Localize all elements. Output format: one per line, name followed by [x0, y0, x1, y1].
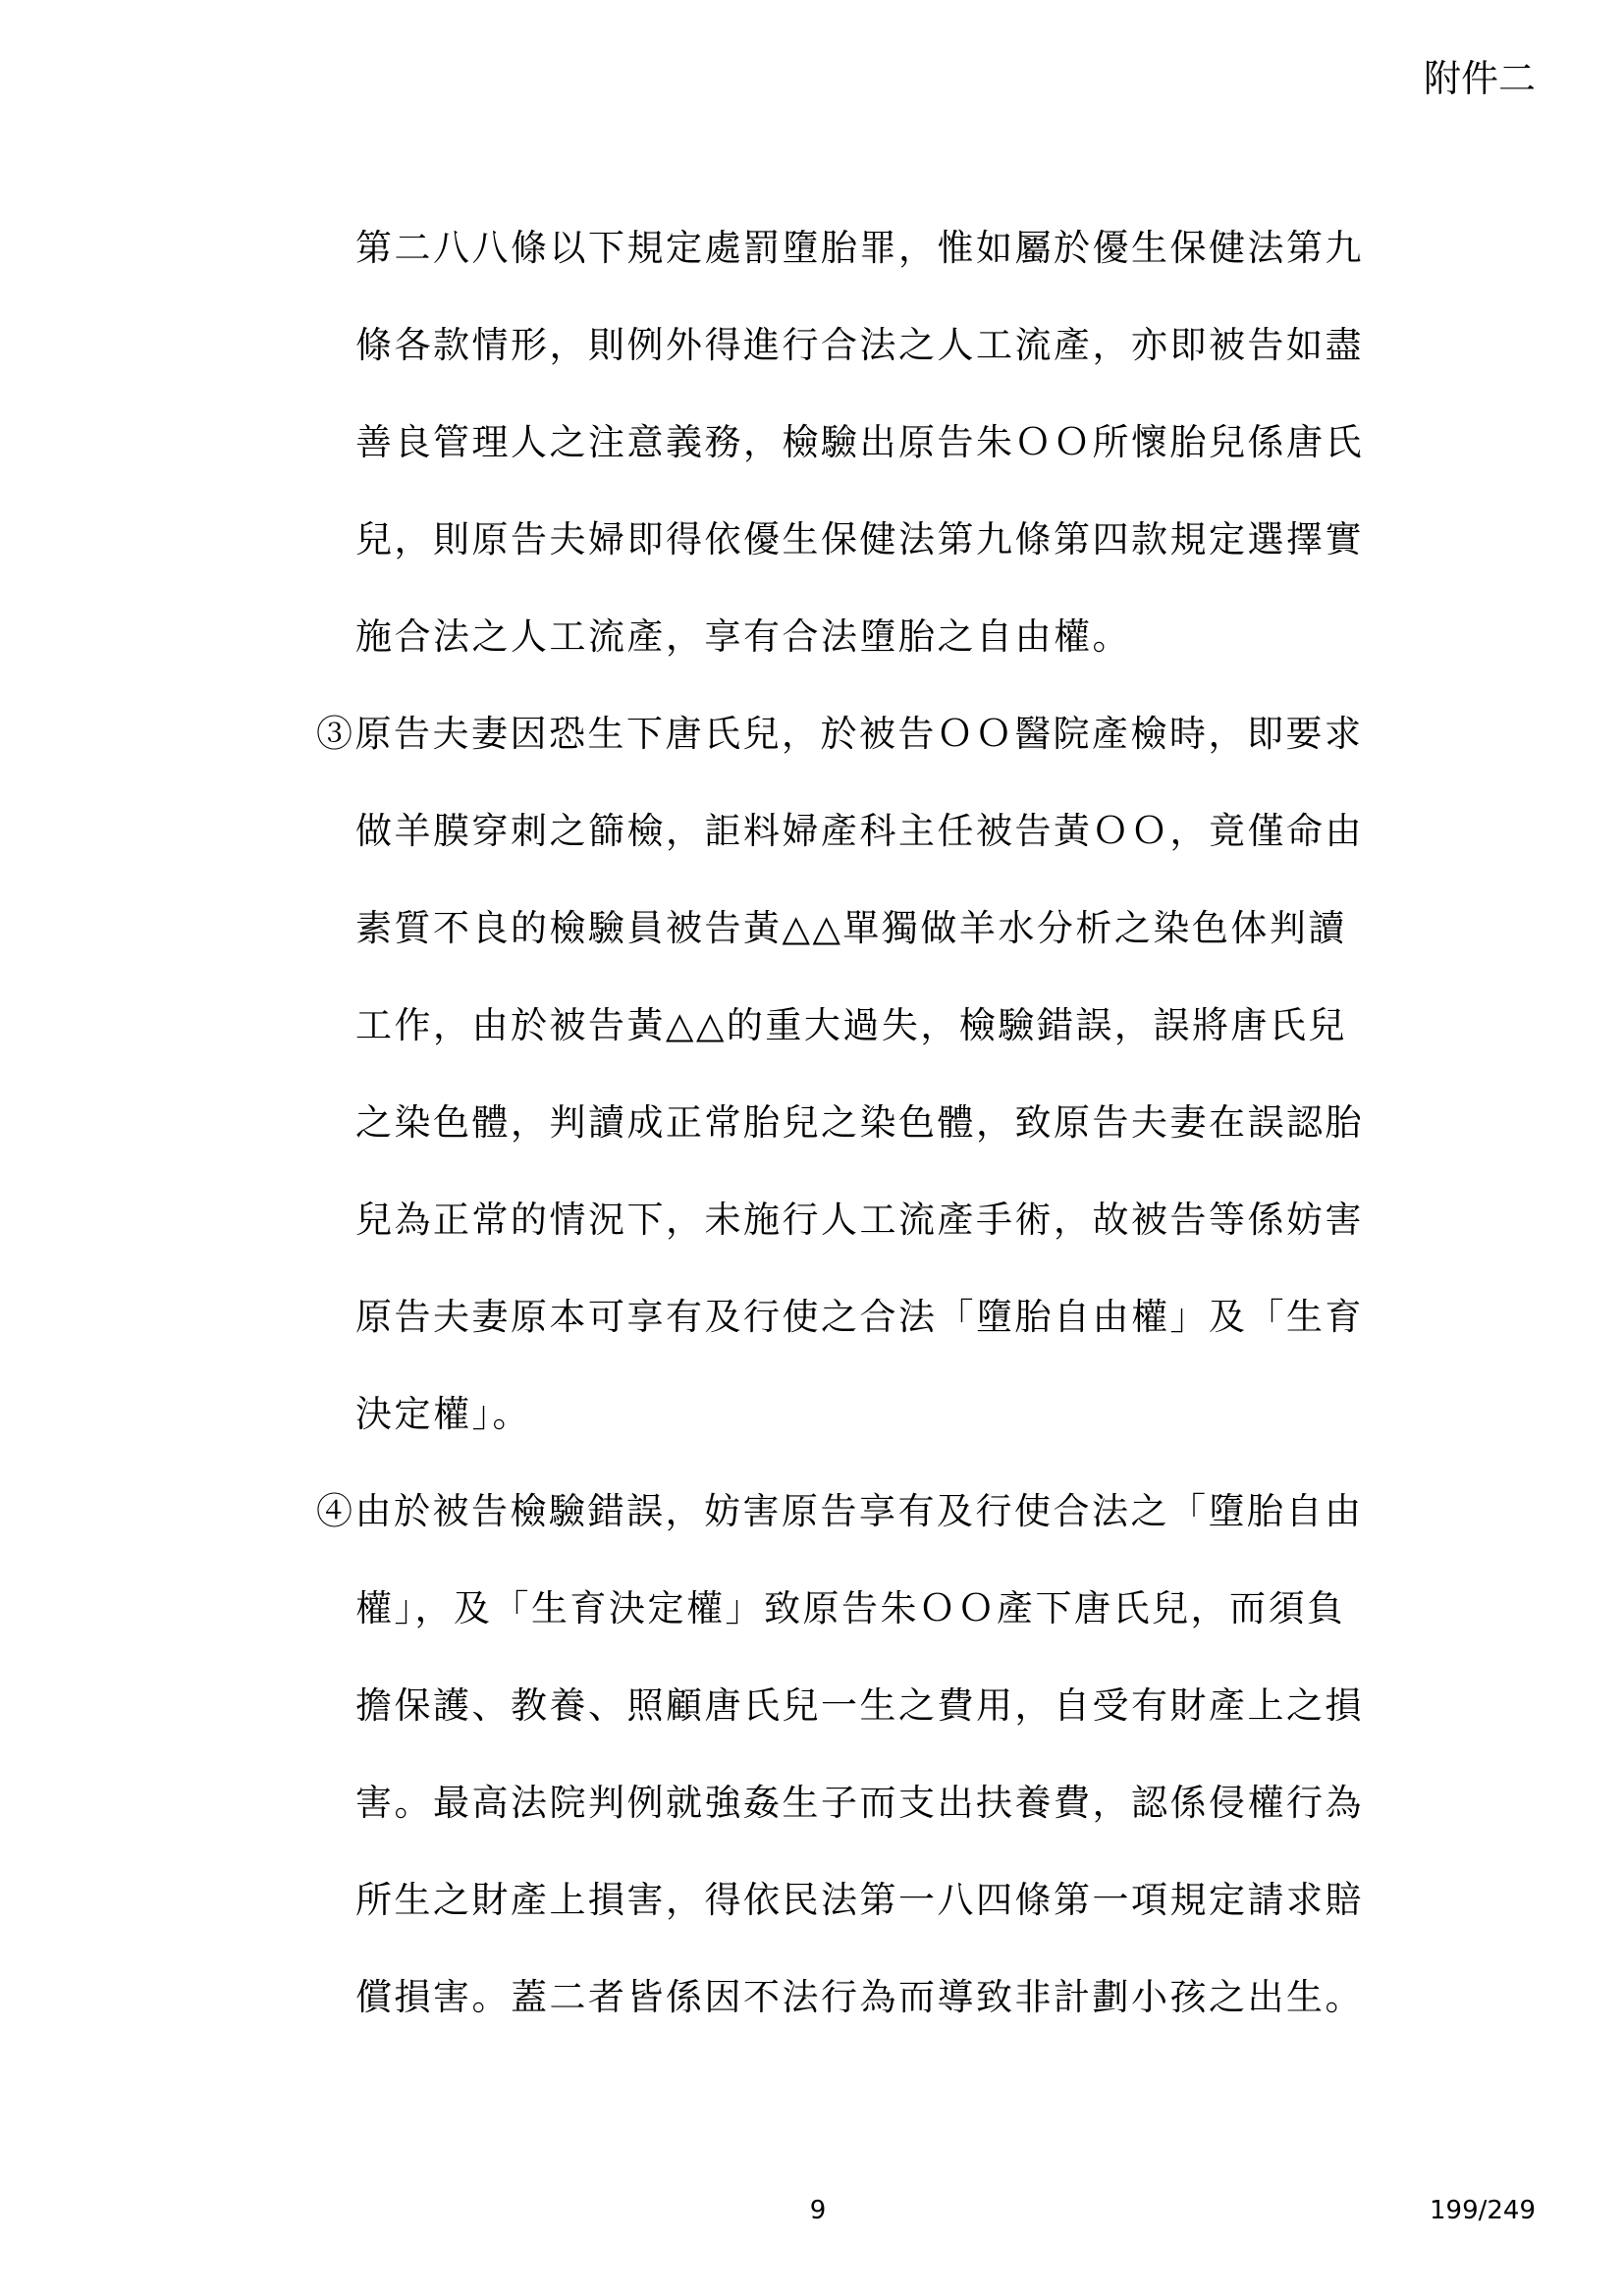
text-line: 決定權」。 [355, 1393, 531, 1435]
text-line: 第二八八條以下規定處罰墮胎罪，惟如屬於優生保健法第九 [355, 227, 1364, 269]
text-line: 原告夫妻原本可享有及行使之合法「墮胎自由權」及「生育 [355, 1296, 1364, 1338]
text-line: 條各款情形，則例外得進行合法之人工流產，亦即被告如盡 [355, 324, 1364, 366]
text-line: 施合法之人工流產，享有合法墮胎之自由權。 [355, 615, 1131, 658]
text-line: 善良管理人之注意義務，檢驗出原告朱ＯＯ所懷胎兒係唐氏 [355, 421, 1364, 463]
text-line: 償損害。蓋二者皆係因不法行為而導致非計劃小孩之出生。 [355, 1976, 1364, 2018]
text-line: ④由於被告檢驗錯誤，妨害原告享有及行使合法之「墮胎自由 [316, 1490, 1364, 1532]
text-line: 做羊膜穿刺之篩檢，詎料婦產科主任被告黃ＯＯ，竟僅命由 [355, 810, 1364, 852]
text-line: 素質不良的檢驗員被告黃△△單獨做羊水分析之染色体判讀 [355, 907, 1347, 949]
text-line: 權」，及「生育決定權」致原告朱ＯＯ產下唐氏兒，而須負 [355, 1587, 1346, 1629]
text-line: 之染色體，判讀成正常胎兒之染色體，致原告夫妻在誤認胎 [355, 1101, 1364, 1144]
text-line: ③原告夫妻因恐生下唐氏兒，於被告ＯＯ醫院產檢時，即要求 [316, 713, 1364, 755]
page-count: 199/249 [1429, 2196, 1536, 2225]
attachment-label: 附件二 [1423, 57, 1536, 100]
text-line: 兒為正常的情況下，未施行人工流產手術，故被告等係妨害 [355, 1199, 1364, 1241]
text-line: 害。最高法院判例就強姦生子而支出扶養費，認係侵權行為 [355, 1782, 1364, 1824]
text-line: 擔保護、教養、照顧唐氏兒一生之費用，自受有財產上之損 [355, 1684, 1364, 1727]
text-line: 工作，由於被告黃△△的重大過失，檢驗錯誤，誤將唐氏兒 [355, 1004, 1347, 1046]
page-number: 9 [809, 2196, 827, 2225]
text-line: 所生之財產上損害，得依民法第一八四條第一項規定請求賠 [355, 1879, 1364, 1921]
document-body [316, 220, 1364, 2066]
text-line: 兒，則原告夫婦即得依優生保健法第九條第四款規定選擇實 [355, 518, 1364, 561]
